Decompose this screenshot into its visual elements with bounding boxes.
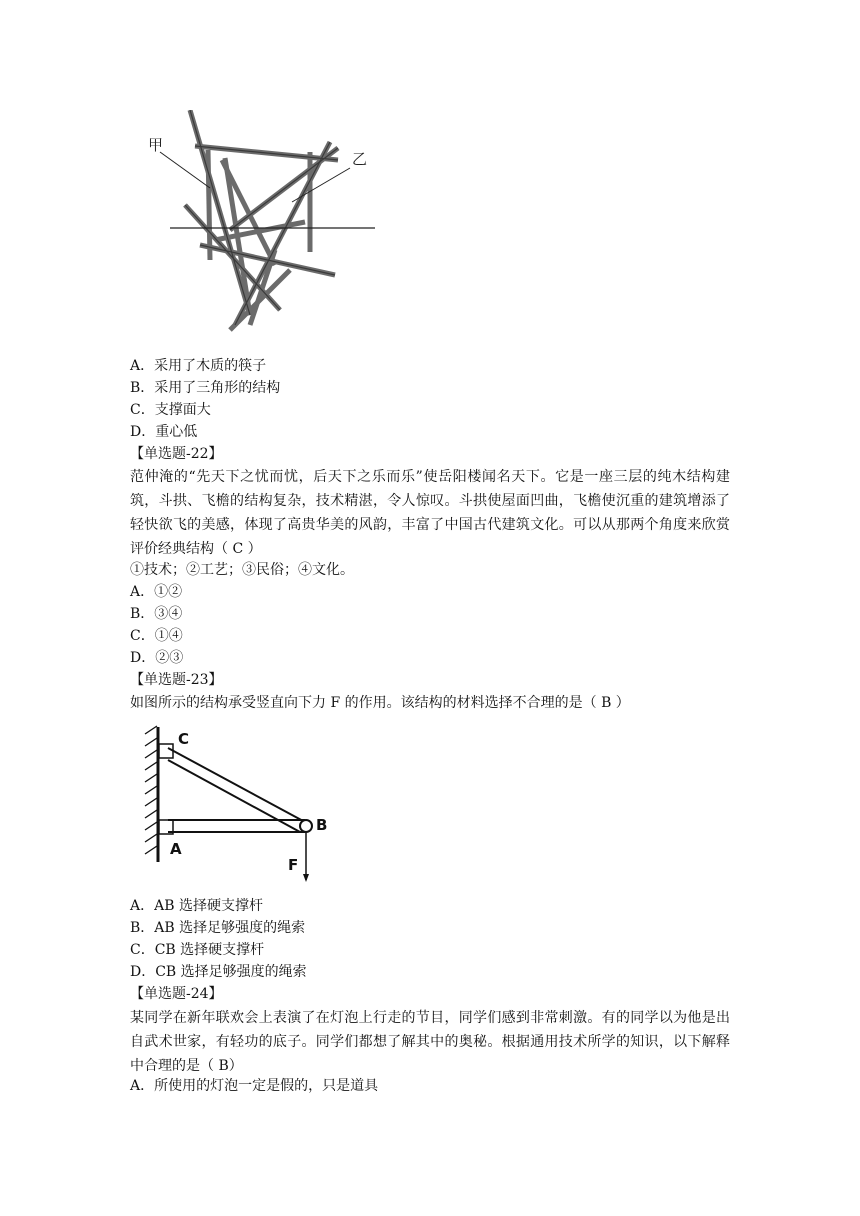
q21-option-a: A．采用了木质的筷子	[130, 358, 267, 374]
figure-label-a: A	[170, 840, 182, 858]
chopstick-structure-figure	[130, 110, 390, 335]
q22-items: ①技术；②工艺；③民俗；④文化。	[130, 562, 354, 578]
q23-question-text: 如图所示的结构承受竖直向下力 F 的作用。该结构的材料选择不合理的是（ B ）	[130, 695, 630, 711]
figure-label-yi: 乙	[352, 150, 368, 168]
q22-question-text: 范仲淹的“先天下之忧而忧，后天下之乐而乐”使岳阳楼闻名天下。它是一座三层的纯木结构建筑，斗拱、飞檐的结构复杂，技术精湛，令人惊叹。斗拱使屋面凹曲，飞檐使沉重的建筑增添了轻快欲飞的美感，体现了高贵华美的风韵，丰富了中国古代建筑文化。可以从那两个角度来欣赏评价经典结构（ C ）	[130, 469, 730, 557]
figure-label-jia: 甲	[148, 136, 164, 154]
q23-option-c: C．CB 选择硬支撑杆	[130, 942, 265, 958]
figure-label-f: F	[288, 856, 299, 874]
q21-option-c: C．支撑面大	[130, 402, 211, 418]
q23-option-a: A．AB 选择硬支撑杆	[130, 898, 263, 914]
q24-header: 【单选题-24】	[130, 986, 223, 1002]
q22-option-c: C．①④	[130, 628, 183, 644]
q22-option-b: B．③④	[130, 606, 183, 622]
q23-option-d: D．CB 选择足够强度的绳索	[130, 964, 307, 980]
q21-option-b: B．采用了三角形的结构	[130, 380, 281, 396]
q24-question-text: 某同学在新年联欢会上表演了在灯泡上行走的节目，同学们感到非常刺激。有的同学以为他是出自武术世家，有轻功的底子。同学们都想了解其中的奥秘。根据通用技术所学的知识，以下解释中合理的是（ B）	[130, 1010, 730, 1074]
q24-option-a: A．所使用的灯泡一定是假的，只是道具	[130, 1078, 379, 1094]
q23-option-b: B．AB 选择足够强度的绳索	[130, 920, 306, 936]
q23-header: 【单选题-23】	[130, 672, 223, 688]
q21-option-d: D．重心低	[130, 424, 198, 440]
bracket-structure-figure	[140, 722, 340, 887]
q22-header: 【单选题-22】	[130, 446, 223, 462]
q22-option-a: A．①②	[130, 584, 183, 600]
figure-label-b: B	[316, 816, 328, 834]
q22-option-d: D．②③	[130, 650, 184, 666]
figure-label-c: C	[178, 730, 190, 748]
